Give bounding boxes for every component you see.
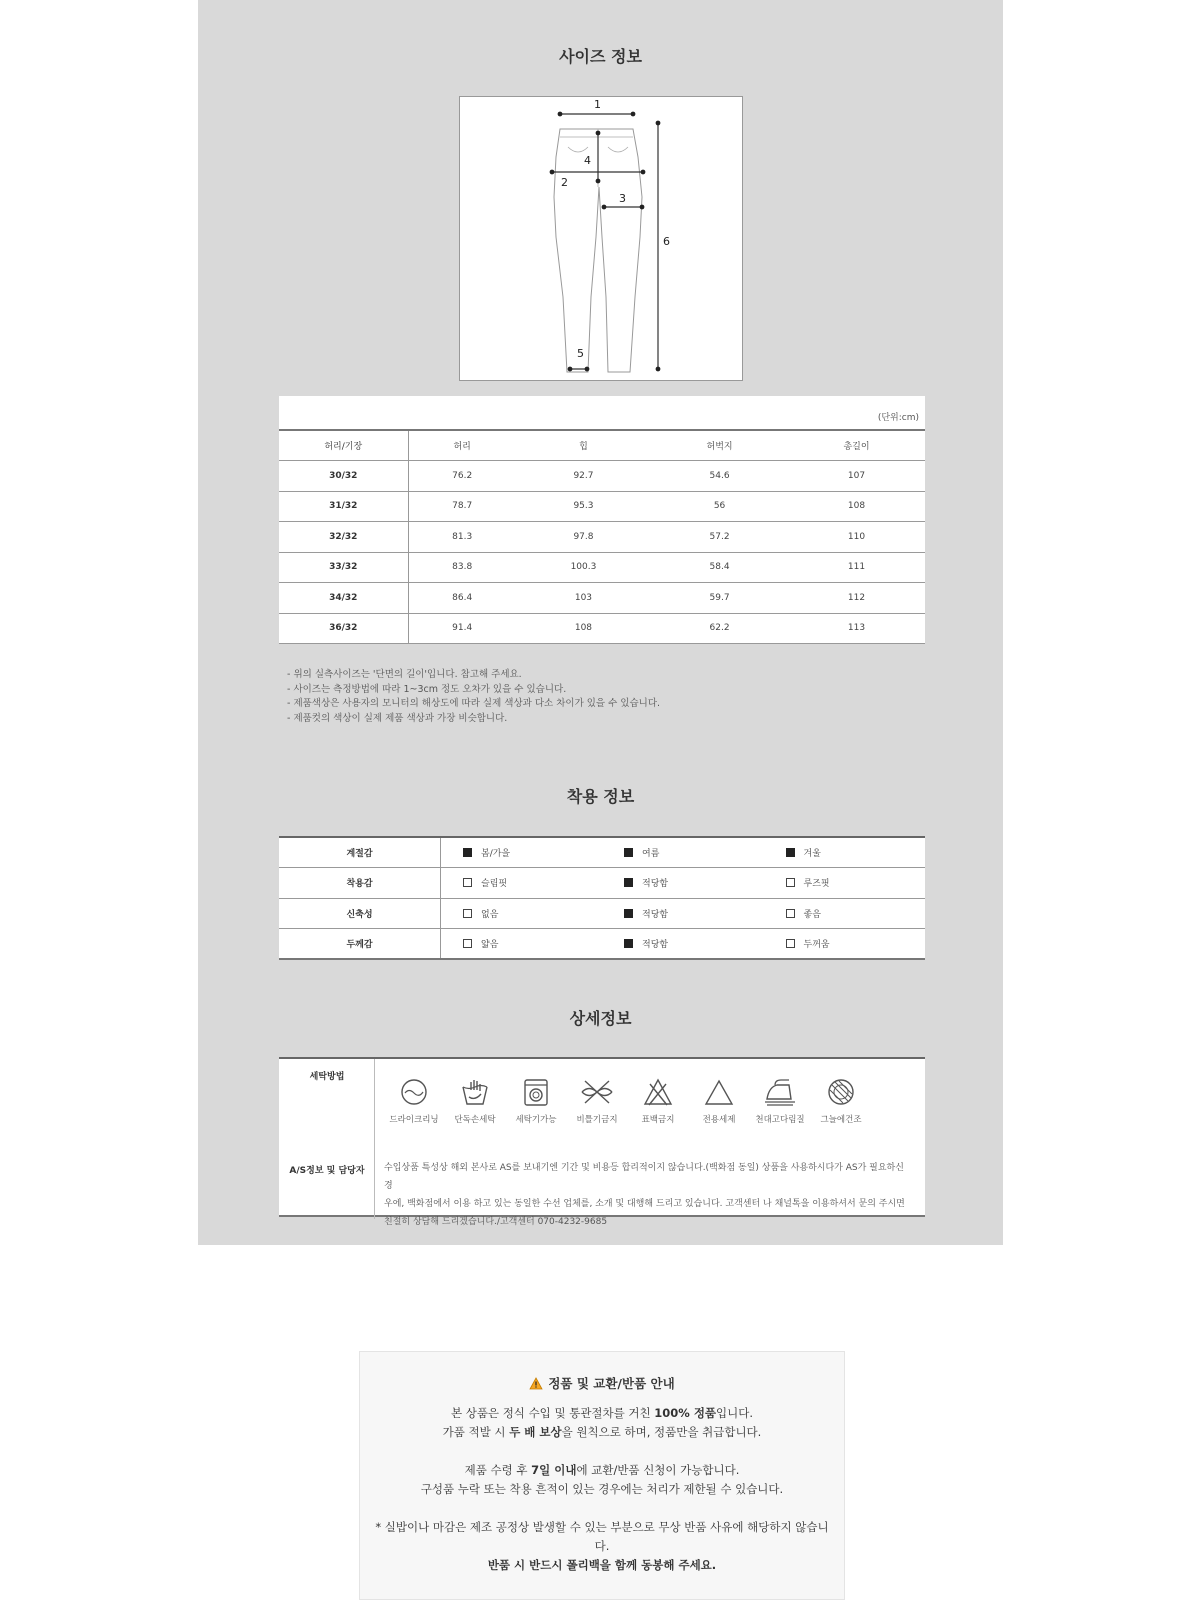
thigh-cell: 56	[651, 491, 788, 522]
fit-option	[441, 837, 603, 868]
emphasis: 100% 정품	[654, 1406, 717, 1420]
note-line: - 제품색상은 사용자의 모니터의 해상도에 따라 실제 색상과 다소 차이가 있을 수 있습니다.	[287, 698, 661, 709]
option-label: 적당함	[642, 940, 669, 950]
diagram-label-1: 1	[594, 98, 601, 111]
waist-cell: 83.8	[408, 552, 516, 583]
option-label: 슬림핏	[481, 879, 508, 890]
emphasis: 두 배 보상	[509, 1425, 562, 1439]
size-notes	[287, 668, 660, 726]
text: 본 상품은 정식 수입 및 통관절차를 거친	[450, 1406, 655, 1420]
size-cell: 32/32	[279, 522, 408, 553]
checked-box-icon	[624, 878, 633, 887]
icon-label: 비틀기금지	[576, 1115, 618, 1125]
as-label: A/S정보 및 담당자	[289, 1166, 365, 1176]
size-table	[279, 429, 925, 644]
wash-icons	[383, 1077, 873, 1137]
thigh-cell: 57.2	[651, 522, 788, 553]
as-line: 친절히 상담해 드리겠습니다./고객센터 070-4232-9685	[384, 1217, 608, 1227]
notice-line: 구성품 누락 또는 착용 흔적이 있는 경우에는 처리가 제한될 수 있습니다.	[420, 1482, 784, 1496]
header-cell: 힙	[516, 430, 651, 461]
notice-line: 다.	[594, 1539, 610, 1553]
option-label: 없음	[481, 909, 499, 920]
text: 제품 수령 후	[464, 1463, 532, 1477]
thigh-cell: 59.7	[651, 583, 788, 614]
table-row	[279, 613, 925, 644]
fit-option	[764, 929, 926, 960]
icon-label: 천대고다림질	[755, 1115, 805, 1125]
neutral-detergent-icon	[688, 1077, 750, 1125]
unchecked-box-icon	[786, 909, 795, 918]
unit-label: (단위:cm)	[877, 413, 919, 423]
fit-row-label: 신축성	[279, 898, 441, 929]
detail-box	[279, 1057, 925, 1227]
table-row	[279, 583, 925, 614]
diagram-label-4: 4	[584, 154, 591, 167]
fit-row-label: 두께감	[279, 929, 441, 960]
notice-line	[360, 1461, 844, 1480]
fit-option	[602, 929, 764, 960]
option-label: 적당함	[642, 909, 669, 920]
header-cell: 총길이	[788, 430, 925, 461]
thigh-cell: 54.6	[651, 461, 788, 492]
hip-cell: 108	[516, 613, 651, 644]
option-label: 루즈핏	[803, 879, 830, 890]
notice-line	[360, 1556, 844, 1575]
unchecked-box-icon	[463, 878, 472, 887]
length-cell: 113	[788, 613, 925, 644]
table-row	[279, 491, 925, 522]
notice-title	[360, 1374, 844, 1392]
size-cell: 36/32	[279, 613, 408, 644]
option-label: 적당함	[642, 879, 669, 890]
unchecked-box-icon	[463, 939, 472, 948]
checked-box-icon	[786, 848, 795, 857]
fit-table	[279, 836, 925, 960]
note-line: - 위의 실측사이즈는 '단면의 길이'입니다. 참고해 주세요.	[287, 669, 522, 680]
as-info-text	[384, 1159, 914, 1231]
fit-option	[441, 929, 603, 960]
fit-option	[602, 837, 764, 868]
option-label: 좋음	[803, 909, 821, 920]
no-wring-icon	[566, 1077, 628, 1125]
option-label: 여름	[642, 849, 660, 859]
thigh-cell: 62.2	[651, 613, 788, 644]
authenticity-return-notice	[359, 1351, 845, 1600]
fit-row-label: 착용감	[279, 868, 441, 899]
emphasis: 7일 이내	[531, 1463, 577, 1477]
dry-clean-icon	[383, 1077, 445, 1125]
text: 입니다.	[716, 1406, 754, 1420]
length-cell: 110	[788, 522, 925, 553]
fit-option	[602, 868, 764, 899]
icon-label: 세탁기가능	[515, 1115, 557, 1125]
checked-box-icon	[624, 848, 633, 857]
no-bleach-icon	[627, 1077, 689, 1125]
diagram-label-5: 5	[577, 347, 584, 360]
icon-label: 전용세제	[702, 1115, 736, 1125]
iron-cloth-icon	[749, 1077, 811, 1125]
table-row	[279, 868, 925, 899]
unchecked-box-icon	[463, 909, 472, 918]
icon-label: 표백금지	[641, 1115, 675, 1125]
as-line: 우에, 백화점에서 이용 하고 있는 동일한 수선 업체를, 소개 및 대행해 드리고 있습니다. 고객센터 나 채널톡을 이용하셔서 문의 주시면	[384, 1199, 905, 1209]
fit-option	[764, 837, 926, 868]
size-cell: 31/32	[279, 491, 408, 522]
table-row	[279, 837, 925, 868]
thigh-cell: 58.4	[651, 552, 788, 583]
waist-cell: 91.4	[408, 613, 516, 644]
fit-row-label: 계절감	[279, 837, 441, 868]
checked-box-icon	[624, 909, 633, 918]
product-info-panel	[198, 0, 1003, 1245]
text: 에 교환/반품 신청이 가능합니다.	[576, 1463, 740, 1477]
size-table-box	[279, 396, 925, 643]
notice-title-text: 정품 및 교환/반품 안내	[548, 1376, 675, 1391]
length-cell: 107	[788, 461, 925, 492]
hip-cell: 92.7	[516, 461, 651, 492]
hip-cell: 100.3	[516, 552, 651, 583]
text: 가품 적발 시	[442, 1425, 510, 1439]
note-line: - 사이즈는 측정방법에 따라 1~3cm 정도 오차가 있을 수 있습니다.	[287, 683, 567, 695]
fit-option	[764, 898, 926, 929]
size-info-title: 사이즈 정보	[559, 47, 642, 66]
unchecked-box-icon	[786, 878, 795, 887]
detail-label-column	[279, 1059, 375, 1219]
table-row	[279, 522, 925, 553]
checked-box-icon	[463, 848, 472, 857]
fit-option	[441, 868, 603, 899]
size-cell: 34/32	[279, 583, 408, 614]
icon-label: 드라이크리닝	[389, 1115, 439, 1125]
fit-option	[441, 898, 603, 929]
table-row	[279, 929, 925, 960]
waist-cell: 78.7	[408, 491, 516, 522]
table-row	[279, 461, 925, 492]
fit-option	[764, 868, 926, 899]
fit-info-title: 착용 정보	[566, 787, 635, 806]
size-cell: 33/32	[279, 552, 408, 583]
notice-line	[360, 1404, 844, 1423]
notice-line: * 실밥이나 마감은 제조 공정상 발생할 수 있는 부분으로 무상 반품 사유에 해당하지 않습니	[375, 1520, 829, 1534]
table-row	[279, 898, 925, 929]
emphasis: 반품 시 반드시 폴리백을 함께 동봉해 주세요.	[487, 1558, 717, 1572]
warning-icon	[529, 1377, 543, 1390]
length-cell: 111	[788, 552, 925, 583]
option-label: 두꺼움	[803, 940, 830, 950]
waist-cell: 76.2	[408, 461, 516, 492]
checked-box-icon	[624, 939, 633, 948]
fit-table-box	[279, 836, 925, 960]
notice-line	[360, 1423, 844, 1442]
size-table-header	[279, 430, 925, 461]
hip-cell: 103	[516, 583, 651, 614]
waist-cell: 86.4	[408, 583, 516, 614]
hand-wash-icon	[444, 1077, 506, 1125]
hip-cell: 95.3	[516, 491, 651, 522]
icon-label: 그늘에건조	[820, 1115, 862, 1125]
size-cell: 30/32	[279, 461, 408, 492]
header-cell: 허리/기장	[279, 430, 408, 461]
option-label: 봄/가을	[481, 849, 511, 859]
note-line: - 제품컷의 색상이 실제 제품 색상과 가장 비슷합니다.	[287, 712, 508, 724]
header-cell: 허리	[408, 430, 516, 461]
waist-cell: 81.3	[408, 522, 516, 553]
as-line: 수입상품 특성상 해외 본사로 AS를 보내기엔 기간 및 비용등 합리적이지 않습니다.(백화점 동일) 상품을 사용하시다가 AS가 필요하신 경	[384, 1163, 904, 1191]
hip-cell: 97.8	[516, 522, 651, 553]
pants-outline-icon	[460, 97, 744, 382]
pants-measurement-diagram	[459, 96, 743, 381]
text: 을 원칙으로 하며, 정품만을 취급합니다.	[561, 1425, 762, 1439]
length-cell: 108	[788, 491, 925, 522]
wash-label: 세탁방법	[309, 1072, 345, 1082]
diagram-label-2: 2	[561, 176, 568, 189]
washing-machine-icon	[505, 1077, 567, 1125]
shade-dry-icon	[810, 1077, 872, 1125]
table-row	[279, 552, 925, 583]
fit-option	[602, 898, 764, 929]
diagram-label-6: 6	[663, 235, 670, 248]
diagram-label-3: 3	[619, 192, 626, 205]
icon-label: 단독손세탁	[454, 1115, 496, 1125]
option-label: 얇음	[481, 940, 499, 950]
header-cell: 허벅지	[651, 430, 788, 461]
detail-info-title: 상세정보	[569, 1009, 632, 1028]
unchecked-box-icon	[786, 939, 795, 948]
option-label: 겨울	[803, 849, 821, 859]
length-cell: 112	[788, 583, 925, 614]
